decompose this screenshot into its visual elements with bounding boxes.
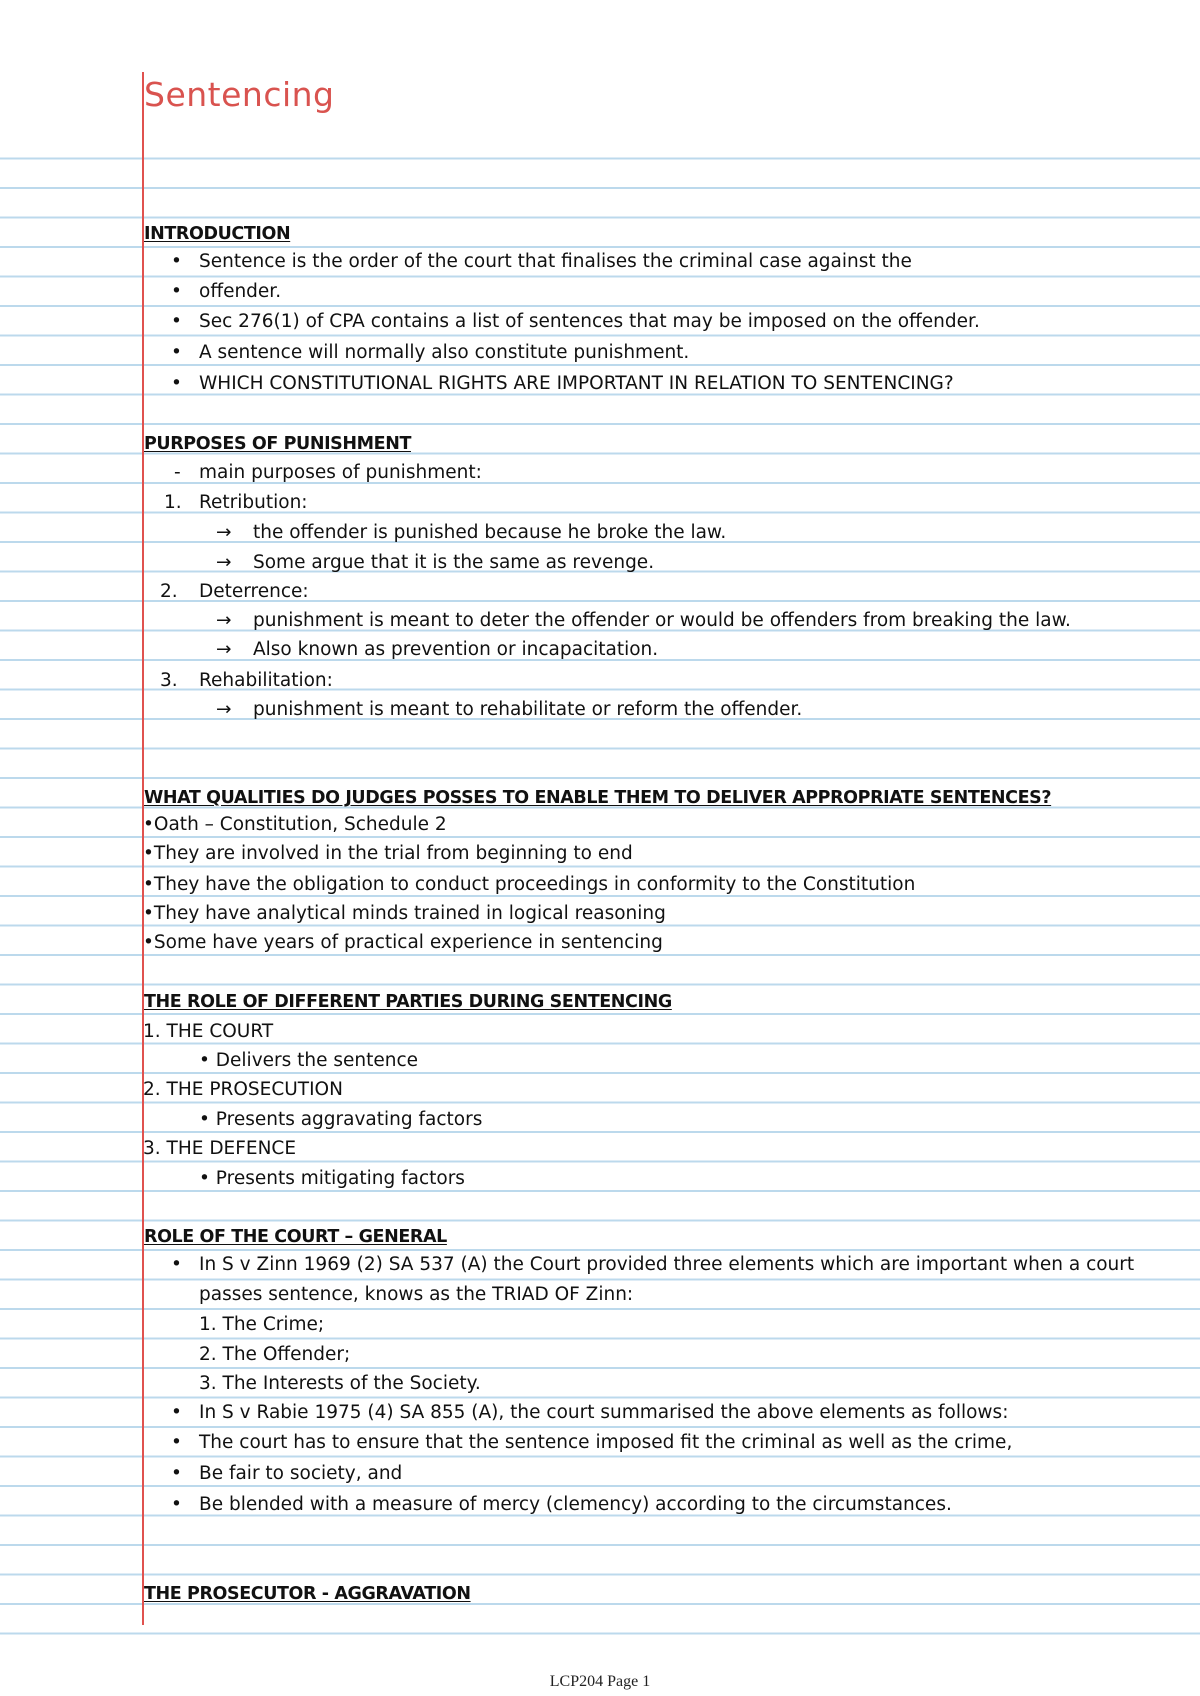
- bullet-icon: •: [171, 1254, 182, 1275]
- list-item: Sentence is the order of the court that finalises the criminal case against the: [199, 251, 912, 272]
- section-heading-purposes: PURPOSES OF PUNISHMENT: [144, 434, 411, 454]
- dash-marker: -: [174, 462, 181, 483]
- list-item: A sentence will normally also constitute punishment.: [199, 342, 690, 363]
- list-item-label: Deterrence:: [199, 581, 309, 602]
- bullet-icon: •: [171, 1463, 182, 1484]
- role-point: • Presents mitigating factors: [199, 1168, 465, 1189]
- list-subitem: Some argue that it is the same as revenge.: [253, 552, 655, 573]
- bullet-icon: •: [171, 251, 182, 272]
- list-lead: main purposes of punishment:: [199, 462, 482, 483]
- list-item: •They have analytical minds trained in logical reasoning: [143, 903, 666, 924]
- list-item: offender.: [199, 281, 282, 302]
- list-number: 2.: [160, 581, 178, 602]
- bullet-icon: •: [171, 1494, 182, 1515]
- triad-item: 2. The Offender;: [199, 1344, 351, 1365]
- arrow-right-icon: →: [216, 552, 232, 573]
- section-heading-court-general: ROLE OF THE COURT – GENERAL: [144, 1227, 447, 1247]
- role-title: 1. THE COURT: [143, 1021, 274, 1042]
- list-subitem: punishment is meant to rehabilitate or reform the offender.: [253, 699, 803, 720]
- list-item-label: Retribution:: [199, 492, 308, 513]
- bullet-icon: •: [171, 311, 182, 332]
- list-number: 3.: [160, 670, 178, 691]
- list-number: 1.: [164, 492, 182, 513]
- arrow-right-icon: →: [216, 610, 232, 631]
- list-item: The court has to ensure that the sentence imposed fit the criminal as well as the crime,: [199, 1432, 1013, 1453]
- list-item: WHICH CONSTITUTIONAL RIGHTS ARE IMPORTANT IN RELATION TO SENTENCING?: [199, 373, 954, 394]
- section-heading-qualities: WHAT QUALITIES DO JUDGES POSSES TO ENABLE THEM TO DELIVER APPROPRIATE SENTENCES?: [144, 788, 1052, 808]
- list-subitem: punishment is meant to deter the offender or would be offenders from breaking the law.: [253, 610, 1071, 631]
- section-heading-roles: THE ROLE OF DIFFERENT PARTIES DURING SENTENCING: [144, 992, 672, 1012]
- section-heading-prosecutor: THE PROSECUTOR - AGGRAVATION: [144, 1584, 471, 1604]
- arrow-right-icon: →: [216, 699, 232, 720]
- list-subitem: Also known as prevention or incapacitation.: [253, 639, 659, 660]
- bullet-icon: •: [171, 1432, 182, 1453]
- list-item: Be fair to society, and: [199, 1463, 403, 1484]
- bullet-icon: •: [171, 342, 182, 363]
- list-subitem: the offender is punished because he broke the law.: [253, 522, 727, 543]
- triad-item: 3. The Interests of the Society.: [199, 1373, 481, 1394]
- triad-item: 1. The Crime;: [199, 1314, 325, 1335]
- list-item-continuation: passes sentence, knows as the TRIAD OF Zinn:: [199, 1284, 634, 1305]
- page-footer: LCP204 Page 1: [549, 1673, 651, 1690]
- bullet-icon: •: [171, 281, 182, 302]
- list-item: •They are involved in the trial from beginning to end: [143, 843, 633, 864]
- role-title: 2. THE PROSECUTION: [143, 1079, 343, 1100]
- role-title: 3. THE DEFENCE: [143, 1138, 297, 1159]
- bullet-icon: •: [171, 1402, 182, 1423]
- arrow-right-icon: →: [216, 522, 232, 543]
- list-item: •Some have years of practical experience in sentencing: [143, 932, 663, 953]
- list-item: In S v Zinn 1969 (2) SA 537 (A) the Court provided three elements which are important when a court: [199, 1254, 1135, 1275]
- bullet-icon: •: [171, 373, 182, 394]
- list-item: •Oath – Constitution, Schedule 2: [143, 814, 447, 835]
- list-item: •They have the obligation to conduct proceedings in conformity to the Constitution: [143, 874, 916, 895]
- role-point: • Presents aggravating factors: [199, 1109, 483, 1130]
- list-item: Be blended with a measure of mercy (clemency) according to the circumstances.: [199, 1494, 952, 1515]
- page-title: Sentencing: [144, 75, 335, 114]
- list-item: Sec 276(1) of CPA contains a list of sentences that may be imposed on the offender.: [199, 311, 980, 332]
- list-item-label: Rehabilitation:: [199, 670, 333, 691]
- arrow-right-icon: →: [216, 639, 232, 660]
- section-heading-introduction: INTRODUCTION: [144, 224, 291, 244]
- list-item: In S v Rabie 1975 (4) SA 855 (A), the court summarised the above elements as follows:: [199, 1402, 1009, 1423]
- role-point: • Delivers the sentence: [199, 1050, 419, 1071]
